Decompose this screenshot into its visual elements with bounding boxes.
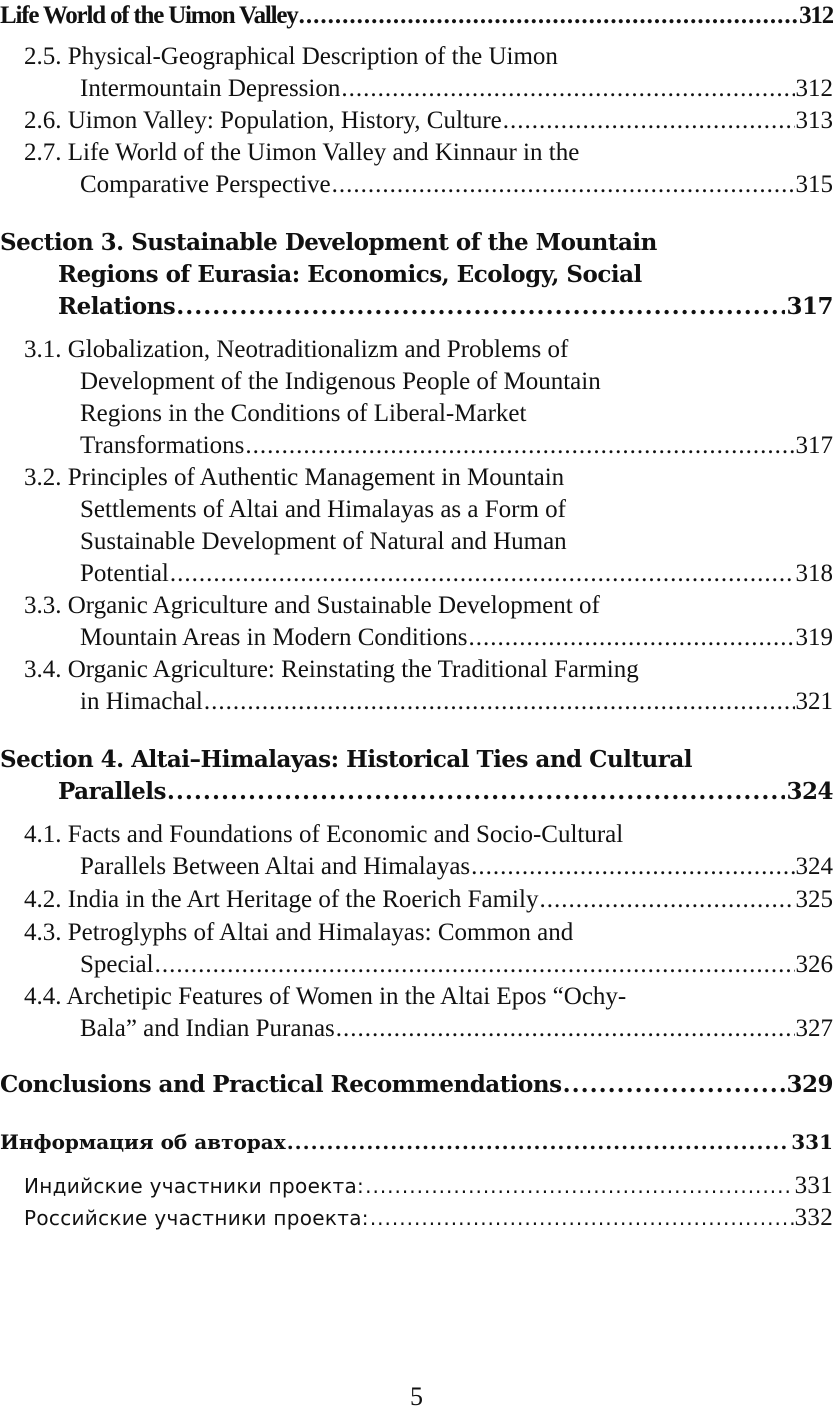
toc-entry-title: 2.5. Physical-Geographical Description of the Uimon: [24, 43, 558, 70]
toc-entry-title: 3.2. Principles of Authentic Management in Mountain: [24, 464, 565, 491]
toc-entry-title-cont: Special: [80, 951, 154, 978]
dot-leader: [365, 1170, 793, 1202]
toc-page-number: 315: [795, 171, 833, 198]
toc-authors-info: [0, 1126, 833, 1158]
dot-leader: [299, 0, 799, 32]
toc-entry-title: 2.6. Uimon Valley: Population, History, Culture: [24, 107, 502, 134]
toc-page-number: 312: [799, 2, 833, 29]
toc-page-number: 331: [791, 1130, 833, 1154]
dot-leader: [155, 949, 795, 981]
toc-entry-2-6: [0, 105, 833, 137]
section-title-cont: Parallels: [58, 778, 166, 805]
toc-page-number: 319: [795, 624, 833, 651]
dot-leader: [167, 776, 786, 808]
toc-page-number: 317: [786, 293, 833, 320]
toc-section-3: [0, 227, 833, 323]
toc-entry-3-4: [0, 654, 833, 718]
dot-leader: [170, 558, 795, 590]
toc-conclusions: [0, 1069, 833, 1101]
toc-entry-title: 2.7. Life World of the Uimon Valley and Kinnaur in the: [24, 139, 580, 166]
toc-page-number: 331: [794, 1172, 833, 1199]
section-title-cont: Regions of Eurasia: Economics, Ecology, Social: [58, 261, 642, 288]
dot-leader: [370, 1202, 794, 1234]
dot-leader: [336, 1013, 795, 1045]
toc-entry-title-cont: Parallels Between Altai and Himalayas: [80, 853, 471, 880]
toc-entry-title: 4.2. India in the Art Heritage of the Roerich Family: [24, 886, 539, 913]
toc-entry-title-cont: Comparative Perspective: [80, 171, 331, 198]
toc-page-number: 326: [795, 951, 833, 978]
toc-entry-3-1: [0, 334, 833, 462]
toc-page-number: 327: [795, 1015, 833, 1042]
toc-page-number: 325: [795, 886, 833, 913]
toc-page-number: 317: [795, 432, 833, 459]
toc-entry-title: 4.3. Petroglyphs of Altai and Himalayas: Common and: [24, 919, 574, 946]
section-title: Section 4. Altai–Himalayas: Historical Ties and Cultural: [0, 746, 693, 773]
dot-leader: [204, 686, 795, 718]
toc-indian-participants: [0, 1170, 833, 1202]
toc-entry-title: 4.4. Archetipic Features of Women in the Altai Epos “Ochy-: [24, 983, 627, 1010]
toc-page-number: 324: [795, 853, 833, 880]
toc-page-number: 324: [786, 778, 833, 805]
toc-entry-4-4: [0, 981, 833, 1045]
toc-entry-title-cont: in Himachal: [80, 688, 203, 715]
toc-entry-2-5: [0, 41, 833, 105]
toc-page-number: 321: [795, 688, 833, 715]
toc-entry-title: 3.1. Globalization, Neotraditionalizm and Problems of: [24, 336, 569, 363]
toc-entry-title: 4.1. Facts and Foundations of Economic and Socio-Cultural: [24, 821, 624, 848]
section-title: Информация об авторах: [0, 1130, 286, 1154]
toc-entry-title-cont: Sustainable Development of Natural and Human: [80, 528, 567, 555]
dot-leader: [245, 430, 794, 462]
toc-entry-title-cont: Transformations: [80, 432, 245, 459]
toc-entry-life-world: [0, 0, 833, 32]
toc-entry-title-cont: Mountain Areas in Modern Conditions: [80, 624, 468, 651]
toc-entry-title: Life World of the Uimon Valley: [0, 2, 298, 29]
section-title-cont: Relations: [58, 293, 176, 320]
toc-russian-participants: [0, 1202, 833, 1234]
toc-entry-title: Индийские участники проекта:: [24, 1174, 365, 1198]
toc-entry-4-2: [0, 884, 833, 916]
toc-page-number: 329: [786, 1071, 833, 1098]
toc-entry-title-cont: Intermountain Depression: [80, 75, 341, 102]
dot-leader: [287, 1126, 791, 1158]
toc-entry-title: 3.3. Organic Agriculture and Sustainable Development of: [24, 592, 600, 619]
dot-leader: [332, 169, 795, 201]
toc-entry-title: Российские участники проекта:: [24, 1206, 369, 1230]
dot-leader: [539, 884, 794, 916]
toc-entry-title: 3.4. Organic Agriculture: Reinstating the Traditional Farming: [24, 656, 639, 683]
dot-leader: [341, 73, 794, 105]
dot-leader: [176, 291, 785, 323]
toc-entry-2-7: [0, 137, 833, 201]
toc-page-number: 332: [794, 1204, 833, 1231]
toc-section-4: [0, 744, 833, 808]
toc-entry-title-cont: Potential: [80, 560, 169, 587]
toc-page-number: 318: [795, 560, 833, 587]
toc-entry-4-1: [0, 819, 833, 883]
toc-entry-title-cont: Regions in the Conditions of Liberal-Market: [80, 400, 527, 427]
dot-leader: [471, 851, 794, 883]
dot-leader: [503, 105, 795, 137]
dot-leader: [468, 622, 794, 654]
section-title: Conclusions and Practical Recommendations: [0, 1071, 562, 1098]
section-title: Section 3. Sustainable Development of the Mountain: [0, 229, 657, 256]
toc-entry-title-cont: Bala” and Indian Puranas: [80, 1015, 335, 1042]
toc-entry-title-cont: Development of the Indigenous People of Mountain: [80, 368, 601, 395]
toc-entry-title-cont: Settlements of Altai and Himalayas as a Form of: [80, 496, 567, 523]
page-number: 5: [410, 1382, 423, 1411]
toc-page-number: 312: [795, 75, 833, 102]
toc-entry-4-3: [0, 917, 833, 981]
dot-leader: [563, 1069, 786, 1101]
toc-entry-3-2: [0, 462, 833, 590]
toc-entry-3-3: [0, 590, 833, 654]
toc-page-number: 313: [795, 107, 833, 134]
